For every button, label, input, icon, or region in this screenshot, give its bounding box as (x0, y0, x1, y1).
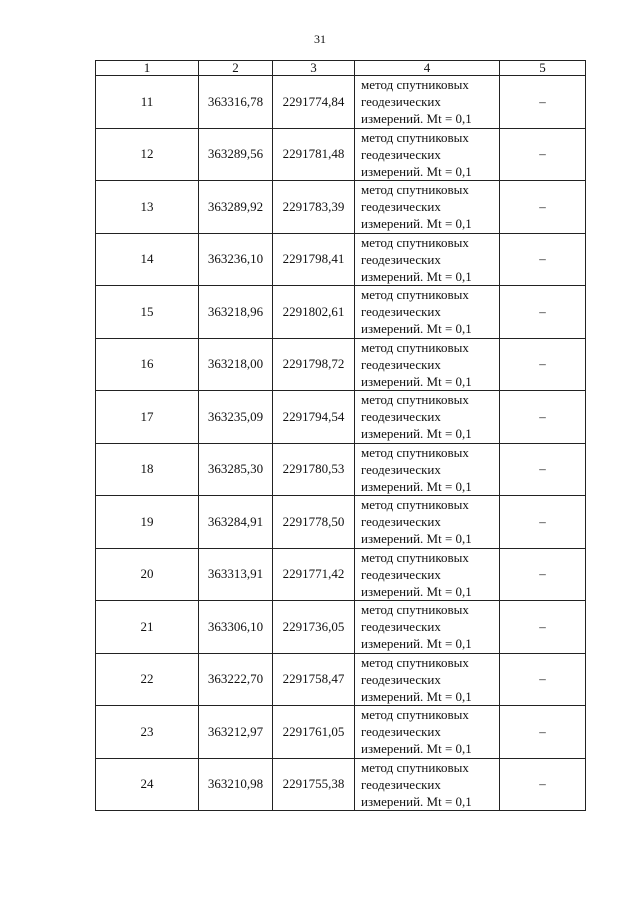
method-line-2: геодезических (361, 724, 441, 740)
note-cell: – (500, 233, 586, 286)
method-line-3: измерений. Mt = 0,1 (361, 321, 472, 337)
method-line-2: геодезических (361, 461, 441, 477)
method-line-3: измерений. Mt = 0,1 (361, 111, 472, 127)
coordinate-y: 2291761,05 (273, 706, 355, 759)
table-row (96, 286, 586, 339)
method-description (355, 128, 500, 181)
table-row (96, 233, 586, 286)
table-row (96, 706, 586, 759)
method-line-1: метод спутниковых (361, 444, 469, 460)
note-cell: – (500, 338, 586, 391)
coordinate-y: 2291802,61 (273, 286, 355, 339)
method-line-3: измерений. Mt = 0,1 (361, 793, 472, 809)
coordinate-x: 363289,56 (199, 128, 273, 181)
method-line-1: метод спутниковых (361, 654, 469, 670)
note-cell: – (500, 758, 586, 811)
coordinate-x: 363316,78 (199, 76, 273, 129)
method-line-2: геодезических (361, 251, 441, 267)
coordinate-x: 363210,98 (199, 758, 273, 811)
table-row (96, 338, 586, 391)
method-line-2: геодезических (361, 619, 441, 635)
method-line-2: геодезических (361, 514, 441, 530)
table-row (96, 548, 586, 601)
method-line-1: метод спутниковых (361, 287, 469, 303)
method-line-1: метод спутниковых (361, 497, 469, 513)
column-header-3: 3 (273, 61, 355, 76)
note-cell: – (500, 286, 586, 339)
method-line-1: метод спутниковых (361, 759, 469, 775)
point-number: 24 (96, 758, 199, 811)
method-line-2: геодезических (361, 94, 441, 110)
column-header-1: 1 (96, 61, 199, 76)
column-header-5: 5 (500, 61, 586, 76)
coordinate-y: 2291798,41 (273, 233, 355, 286)
point-number: 20 (96, 548, 199, 601)
point-number: 16 (96, 338, 199, 391)
coordinate-x: 363212,97 (199, 706, 273, 759)
coordinate-x: 363218,96 (199, 286, 273, 339)
method-line-2: геодезических (361, 304, 441, 320)
point-number: 18 (96, 443, 199, 496)
note-cell: – (500, 706, 586, 759)
method-line-1: метод спутниковых (361, 234, 469, 250)
column-header-2: 2 (199, 61, 273, 76)
table-row (96, 76, 586, 129)
method-line-2: геодезических (361, 146, 441, 162)
coordinate-x: 363222,70 (199, 653, 273, 706)
method-description (355, 286, 500, 339)
method-description (355, 706, 500, 759)
table-row (96, 496, 586, 549)
method-line-3: измерений. Mt = 0,1 (361, 163, 472, 179)
coordinate-y: 2291774,84 (273, 76, 355, 129)
coordinate-y: 2291781,48 (273, 128, 355, 181)
method-line-3: измерений. Mt = 0,1 (361, 478, 472, 494)
note-cell: – (500, 128, 586, 181)
note-cell: – (500, 443, 586, 496)
coordinate-y: 2291778,50 (273, 496, 355, 549)
point-number: 14 (96, 233, 199, 286)
point-number: 22 (96, 653, 199, 706)
note-cell: – (500, 181, 586, 234)
point-number: 21 (96, 601, 199, 654)
table-row (96, 653, 586, 706)
method-line-3: измерений. Mt = 0,1 (361, 636, 472, 652)
note-cell: – (500, 601, 586, 654)
table-row (96, 128, 586, 181)
table-row (96, 758, 586, 811)
coordinate-x: 363289,92 (199, 181, 273, 234)
page-number: 31 (314, 32, 326, 46)
coordinate-y: 2291780,53 (273, 443, 355, 496)
method-line-2: геодезических (361, 199, 441, 215)
method-line-3: измерений. Mt = 0,1 (361, 216, 472, 232)
table-row (96, 391, 586, 444)
point-number: 17 (96, 391, 199, 444)
method-line-3: измерений. Mt = 0,1 (361, 741, 472, 757)
coordinate-y: 2291783,39 (273, 181, 355, 234)
point-number: 23 (96, 706, 199, 759)
point-number: 19 (96, 496, 199, 549)
method-line-3: измерений. Mt = 0,1 (361, 583, 472, 599)
method-line-1: метод спутниковых (361, 549, 469, 565)
coordinate-y: 2291758,47 (273, 653, 355, 706)
method-description (355, 338, 500, 391)
method-description (355, 76, 500, 129)
point-number: 12 (96, 128, 199, 181)
coordinates-table (95, 60, 586, 811)
method-description (355, 601, 500, 654)
coordinate-x: 363313,91 (199, 548, 273, 601)
note-cell: – (500, 391, 586, 444)
method-line-1: метод спутниковых (361, 77, 469, 93)
note-cell: – (500, 76, 586, 129)
method-line-1: метод спутниковых (361, 392, 469, 408)
method-line-3: измерений. Mt = 0,1 (361, 531, 472, 547)
coordinate-x: 363285,30 (199, 443, 273, 496)
point-number: 13 (96, 181, 199, 234)
method-line-2: геодезических (361, 409, 441, 425)
method-line-3: измерений. Mt = 0,1 (361, 426, 472, 442)
coordinate-y: 2291794,54 (273, 391, 355, 444)
method-line-1: метод спутниковых (361, 339, 469, 355)
method-line-2: геодезических (361, 356, 441, 372)
coordinate-x: 363235,09 (199, 391, 273, 444)
coordinate-x: 363218,00 (199, 338, 273, 391)
point-number: 11 (96, 76, 199, 129)
method-line-2: геодезических (361, 671, 441, 687)
column-header-4: 4 (355, 61, 500, 76)
note-cell: – (500, 496, 586, 549)
method-description (355, 181, 500, 234)
note-cell: – (500, 653, 586, 706)
table-row (96, 181, 586, 234)
coordinate-x: 363306,10 (199, 601, 273, 654)
method-line-2: геодезических (361, 566, 441, 582)
table-row (96, 601, 586, 654)
note-cell: – (500, 548, 586, 601)
method-line-1: метод спутниковых (361, 182, 469, 198)
method-description (355, 653, 500, 706)
coordinate-y: 2291755,38 (273, 758, 355, 811)
method-line-2: геодезических (361, 776, 441, 792)
method-description (355, 233, 500, 286)
coordinate-x: 363284,91 (199, 496, 273, 549)
method-line-3: измерений. Mt = 0,1 (361, 688, 472, 704)
method-description (355, 758, 500, 811)
point-number: 15 (96, 286, 199, 339)
header-row (96, 61, 586, 76)
method-line-1: метод спутниковых (361, 602, 469, 618)
coordinate-y: 2291798,72 (273, 338, 355, 391)
coordinate-x: 363236,10 (199, 233, 273, 286)
method-description (355, 548, 500, 601)
method-line-1: метод спутниковых (361, 129, 469, 145)
method-line-3: измерений. Mt = 0,1 (361, 373, 472, 389)
coordinate-y: 2291736,05 (273, 601, 355, 654)
method-description (355, 391, 500, 444)
method-description (355, 443, 500, 496)
coordinate-y: 2291771,42 (273, 548, 355, 601)
method-line-1: метод спутниковых (361, 707, 469, 723)
method-description (355, 496, 500, 549)
method-line-3: измерений. Mt = 0,1 (361, 268, 472, 284)
table-row (96, 443, 586, 496)
